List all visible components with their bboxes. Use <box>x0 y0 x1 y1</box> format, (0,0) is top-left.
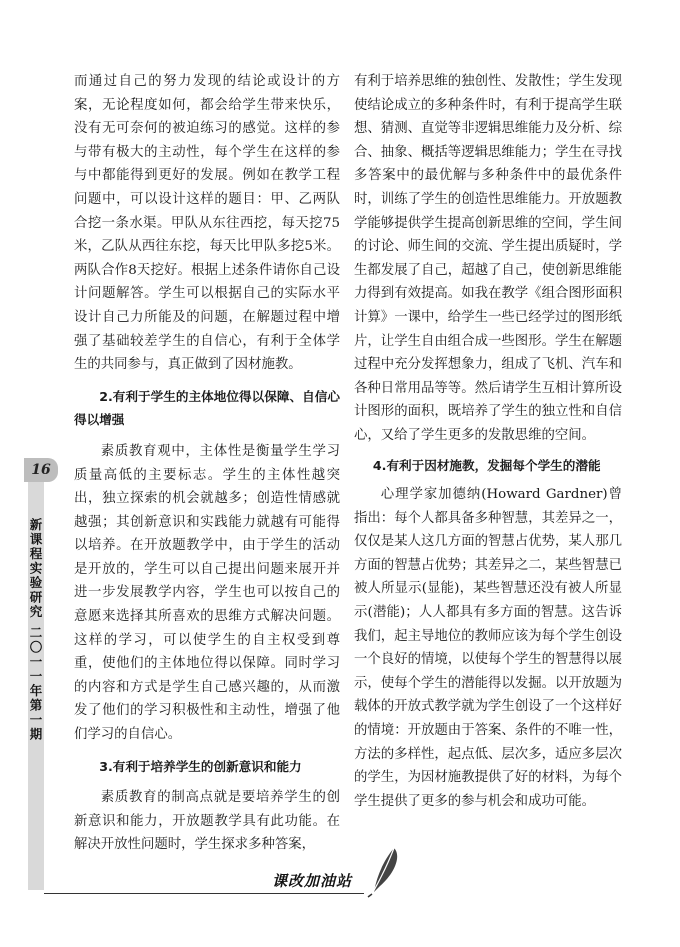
journal-name: 新课程实验研究 二〇一一年第一期 <box>28 518 43 742</box>
paragraph: 心理学家加德纳(Howard Gardner)曾指出：每个人都具备多种智慧，其差异之一，仅仅是某人这几方面的智慧占优势，某人那几方面的智慧占优势；其差异之二，某些智慧已被人所显示(显能)，某些智慧还没有被人所显示(潜能)；人人都具有多方面的智慧。这告诉我们，起主导地位的教师应该为每个学生创设一个良好的情境，以使每个学生的智慧得以展示，使每个学生的潜能得以发掘。以开放题为载体的开放式教学就为学生创设了一个这样好的情境：开放题由于答案、条件的不唯一性，方法的多样性，起点低、层次多，适应多层次的学生，为因材施教提供了好的材料，为每个学生提供了更多的参与机会和成功可能。 <box>354 487 622 809</box>
paragraph: 素质教育的制高点就是要培养学生的创新意识和能力，开放题教学具有此功能。在解决开放性问题时，学生探求多种答案， <box>74 790 340 853</box>
section-heading: 3.有利于培养学生的创新意识和能力 <box>99 758 302 774</box>
feather-pen-icon <box>364 846 404 898</box>
footer-column-title: 课改加油站 <box>272 872 353 890</box>
paragraph: 有利于培养思维的独创性、发散性；学生发现使结论成立的多种条件时，有利于提高学生联想、猜测、直觉等非逻辑思维能力及分析、综合、抽象、概括等逻辑思维能力；学生在寻找多答案中的最优解与多种条件中的最优条件时，训练了学生的创造性思维能力。开放题教学能够提供学生提高创新思维的空间，学生间的讨论、师生间的交流、学生提出质疑时，学生都发展了自己，超越了自己，使创新思维能力得到有效提高。如我在教学《组合图形面积计算》一课中，给学生一些已经学过的图形纸片，让学生自由组合成一些图形。学生在解题过程中充分发挥想象力，组成了飞机、汽车和各种日常用品等等。然后请学生互相计算所设计图形的面积，既培养了学生的独立性和自信心，又给了学生更多的发散思维的空间。 <box>354 74 622 443</box>
section-heading: 4.有利于因材施教，发掘每个学生的潜能 <box>372 457 601 473</box>
page-number: 16 <box>24 458 58 482</box>
footer-rule <box>44 893 364 894</box>
paragraph: 素质教育观中，主体性是衡量学生学习质量高低的主要标志。学生的主体性越突出，独立探索的机会就越多；创造性情感就越强；其创新意识和实践能力就越有可能得以培养。在开放题教学中，由于学生的活动是开放的，学生可以自己提出问题来展开并进一步发展教学内容，学生也可以按自己的意愿来选择其所喜欢的思维方式解决问题。这样的学习，可以使学生的自主权受到尊重，使他们的主体地位得以保障。同时学习的内容和方式是学生自己感兴趣的，从而激发了他们的学习积极性和主动性，增强了他们学习的自信心。 <box>74 443 340 743</box>
paragraph: 而通过自己的努力发现的结论或设计的方案，无论程度如何，都会给学生带来快乐，没有无可奈何的被迫练习的感觉。这样的参与带有极大的主动性，每个学生在这样的参与中都能得到更好的发展。例如在教学工程问题中，可以设计这样的题目：甲、乙两队合挖一条水渠。甲队从东往西挖，每天挖75米，乙队从西往东挖，每天比甲队多挖5米。两队合作8天挖好。根据上述条件请你自己设计问题解答。学生可以根据自己的实际水平设计自己力所能及的问题，在解题过程中增强了基础较差学生的自信心，有利于全体学生的共同参与，真正做到了因材施教。 <box>74 74 340 373</box>
right-column <box>354 70 622 813</box>
section-heading: 2.有利于学生的主体地位得以保障、自信心得以增强 <box>74 388 340 428</box>
left-column <box>74 70 340 857</box>
